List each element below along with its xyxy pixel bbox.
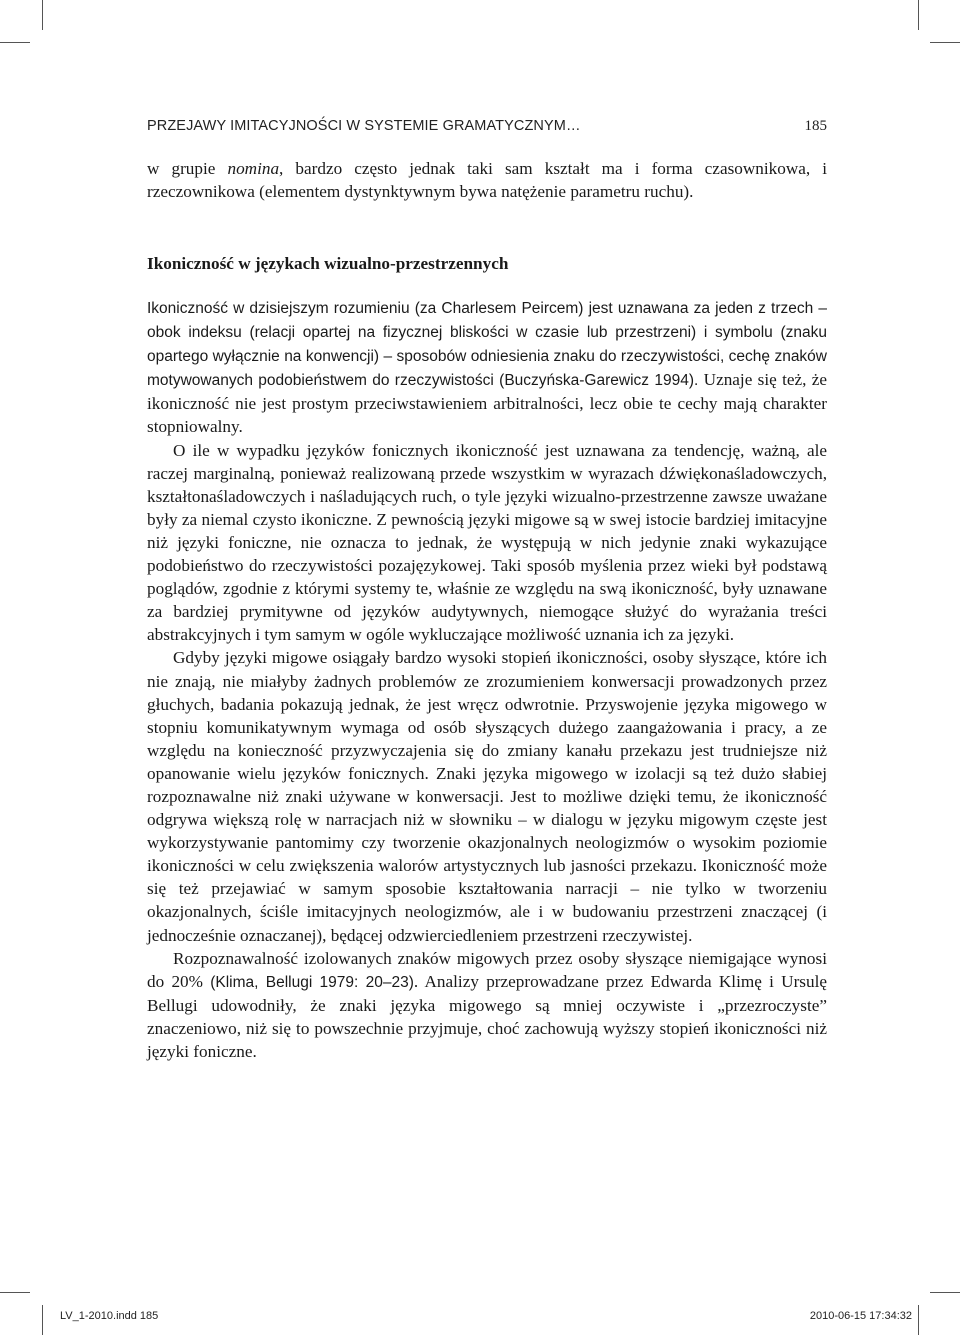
paragraph-4: [147, 947, 827, 1063]
slug-timestamp: 2010-06-15 17:34:32: [809, 1310, 912, 1322]
paragraph-2: [147, 439, 827, 647]
paragraph-4-text-b: . Analizy przeprowadzane przez Edwarda Klimę i Ursulę Bellugi udowodniły, że znaki języka migowego są mniej oczywiste i „przezroczyste” znaczeniowo, niż się to powszechnie przyjmuje, choć zachowują wyższy stopień ikoniczności niż języki foniczne.: [147, 971, 827, 1061]
paragraph-1-text-a: Ikoniczność w dzisiejszym rozumieniu (za Charlesem Peircem) jest uznawana za jeden z trzech – obok indeksu (relacji opartej na fizycznej bliskości w czasie lub przestrzeni) i symbolu (znaku opartego wyłącznie na konwencji) – sposobów odniesienia znaku do rzeczywistości, cechę znaków motywowanych podobieństwem do rzeczywistości (Buczyńska-Garewicz 1994).: [147, 300, 827, 390]
intro-italic-term: nomina: [227, 159, 280, 178]
page-number: 185: [804, 118, 827, 134]
slug-filename: LV_1-2010.indd 185: [60, 1310, 159, 1322]
section-body: [147, 296, 827, 1063]
intro-text-1: w grupie: [147, 159, 228, 178]
paragraph-2-text-a: O ile w wypadku języków fonicznych ikoniczność jest uznawana za tendencję, ważną, ale raczej marginalną, ponieważ realizowaną przede wszystkim w wyrazach dźwiękonaśladowczych, kształtonaśladowczych i naśladujących ruch, o tyle języki wizualno-przestrzenne zawsze uważane były za niemal czysto ikoniczne.: [147, 440, 827, 529]
paragraph-1-text-b: Uznaje się też, że ikoniczność nie jest prostym przeciwstawieniem arbitralności, lecz obie te cechy mają charakter stopniowalny.: [147, 370, 827, 437]
crop-mark-bottom-right-h: [930, 1292, 960, 1293]
intro-text-2: , bardzo często jednak taki sam kształt ma i forma czasownikowa, i rzeczownikowa (elementem dystynktywnym bywa natężenie parametru ruchu).: [147, 159, 828, 202]
section-heading: Ikoniczność w językach wizualno-przestrzennych: [147, 254, 509, 273]
paragraph-1: [147, 296, 827, 439]
paragraph-2-text-b: Z pewnością języki migowe są w swej istocie bardziej imitacyjne niż języki foniczne, nie oznacza to jednak, że występują w nich jedynie znaki wykazujące podobieństwo do rzeczywistości pozajęzykowej. Taki sposób myślenia przez wieki był podstawą poglądów, zgodnie z którymi systemy te, właśnie ze względu na swą ikoniczność, były uznawane za bardziej prymitywne od języków audytywnych, niemogące służyć do wyrażania treści abstrakcyjnych i tym samym w ogóle wykluczające możliwość uznania ich za języki.: [147, 509, 827, 645]
page-header: [147, 118, 827, 135]
intro-paragraph: [147, 157, 827, 203]
running-title: PRZEJAWY IMITACYJNOŚCI W SYSTEMIE GRAMATYCZNYM…: [147, 118, 581, 134]
crop-mark-top-right: [918, 0, 919, 30]
crop-mark-bottom-left: [42, 1305, 43, 1335]
crop-mark-top-right-h: [930, 42, 960, 43]
crop-mark-top-left-h: [0, 42, 30, 43]
crop-mark-bottom-right: [918, 1305, 919, 1335]
paragraph-4-citation: (Klima, Bellugi 1979: 20–23): [210, 973, 414, 991]
paragraph-4-text-a: Rozpoznawalność izolowanych znaków migowych przez osoby słyszące niemigające wynosi do 20%: [147, 948, 827, 991]
crop-mark-bottom-left-h: [0, 1292, 30, 1293]
paragraph-3: Gdyby języki migowe osiągały bardzo wysoki stopień ikoniczności, osoby słyszące, które ich nie znają, nie miałyby żadnych problemów ze zrozumieniem konwersacji prowadzonych przez głuchych, badania pokazują jednak, że jest wręcz odwrotnie. Przyswojenie języka migowego w stopniu komunikatywnym wymaga od osób słyszących dużego zaangażowania i pracy, a ze względu na konieczność przyzwyczajenia się do zmiany kanału przekazu jest trudniejsze niż opanowanie wielu języków fonicznych. Znaki języka migowego w izolacji są też dużo słabiej rozpoznawalne niż znaki używane w konwersacji. Jest to możliwe dzięki temu, że ikoniczność odgrywa większą rolę w narracjach niż w słowniku – w dialogu w języku migowym częste jest wykorzystywanie pantomimy czy tworzenie okazjonalnych neologizmów o wysokim poziomie ikoniczności w celu zwiększenia walorów artystycznych lub jasności przekazu. Ikoniczność może się też przejawiać w samym sposobie kształtowania narracji – nie tylko w tworzeniu okazjonalnych, ściśle imitacyjnych neologizmów, ale i w budowaniu przestrzeni znaczącej (i jednocześnie oznaczanej), będącej odzwierciedleniem przestrzeni rzeczywistej.: [147, 648, 827, 945]
crop-mark-top-left: [42, 0, 43, 30]
